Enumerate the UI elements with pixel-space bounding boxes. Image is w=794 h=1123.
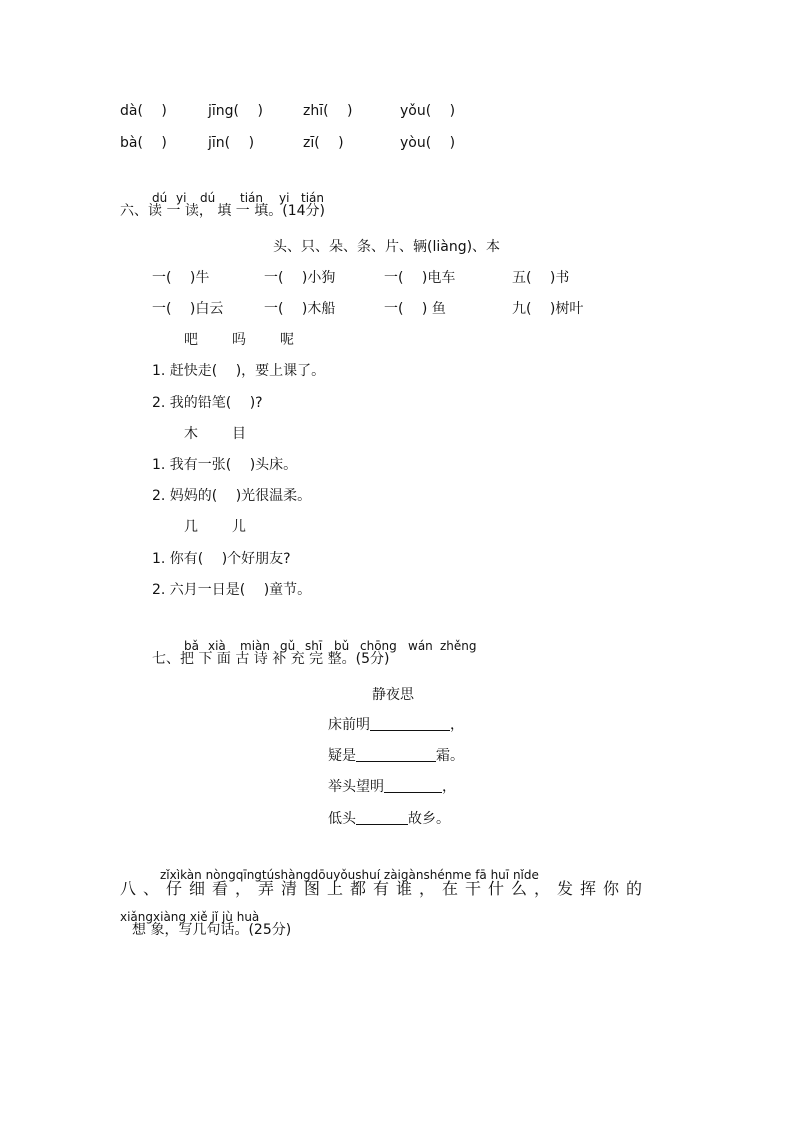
pinyin-annotation: bǔ — [334, 639, 350, 653]
question-item: 2. 妈妈的( )光很温柔。 — [152, 488, 312, 504]
poem-title: 静夜思 — [372, 687, 414, 703]
pinyin-annotation: tián — [240, 191, 263, 205]
fill-item: 五( )书 — [512, 270, 570, 286]
pinyin-annotation: xiǎngxiàng xiě jǐ jù huà — [120, 910, 260, 924]
pinyin-cell: zhī( ) — [303, 103, 353, 119]
poem-line: 举头望明 ， — [328, 779, 456, 795]
answer-blank[interactable] — [356, 824, 408, 825]
pinyin-annotation: chōng — [360, 639, 397, 653]
option-word: 吧 — [184, 332, 198, 348]
option-word: 木 — [184, 426, 198, 442]
answer-blank[interactable] — [370, 730, 450, 731]
fill-item: 一( )牛 — [152, 270, 210, 286]
poem-line: 床前明 ， — [328, 717, 464, 733]
pinyin-annotation: gǔ — [280, 639, 296, 653]
fill-item: 一( )木船 — [264, 301, 336, 317]
pinyin-annotation: dú — [152, 191, 168, 205]
pinyin-cell: jīn( ) — [208, 135, 255, 151]
question-item: 2. 我的铅笔( )? — [152, 395, 263, 411]
poem-line: 低头 故乡。 — [328, 811, 450, 827]
pinyin-annotation: bǎ — [184, 639, 199, 653]
pinyin-annotation: shī — [305, 639, 323, 653]
pinyin-annotation: yi — [279, 191, 290, 205]
pinyin-cell: yòu( ) — [400, 135, 456, 151]
pinyin-cell: jīng( ) — [208, 103, 263, 119]
question-item: 1. 我有一张( )头床。 — [152, 457, 298, 473]
pinyin-annotation: wán — [408, 639, 433, 653]
question-item: 2. 六月一日是( )童节。 — [152, 582, 312, 598]
option-word: 呢 — [280, 332, 294, 348]
pinyin-annotation: zǐxìkàn nòngqīngtúshàngdōuyǒushuí zàigànshénme fā huī nǐde — [160, 868, 539, 882]
option-word: 目 — [232, 426, 246, 442]
section-8-heading-line2: 想 象，写几句话。(25分) — [132, 922, 292, 938]
fill-item: 一( ) 鱼 — [384, 301, 446, 317]
answer-blank[interactable] — [356, 761, 436, 762]
section-8-heading-line1: 八、仔细看，弄清图上都有谁，在干什么，发挥你的 — [120, 879, 650, 898]
fill-item: 一( )电车 — [384, 270, 456, 286]
fill-item: 九( )树叶 — [512, 301, 584, 317]
section-7-heading: 七、把 下 面 古 诗 补 充 完 整。(5分) — [152, 651, 390, 667]
pinyin-annotation: zhěng — [440, 639, 477, 653]
pinyin-annotation: xià — [208, 639, 226, 653]
fill-item: 一( )小狗 — [264, 270, 336, 286]
pinyin-cell: bà( ) — [120, 135, 167, 151]
pinyin-annotation: dú — [200, 191, 216, 205]
pinyin-cell: dà( ) — [120, 103, 167, 119]
question-item: 1. 赶快走( )，要上课了。 — [152, 363, 326, 379]
option-word: 儿 — [232, 519, 246, 535]
option-word: 几 — [184, 519, 198, 535]
word-bank: 头、只、朵、条、片、辆(liàng)、本 — [273, 239, 501, 255]
answer-blank[interactable] — [384, 792, 442, 793]
pinyin-annotation: yi — [176, 191, 187, 205]
section-6-heading: 六、读 一 读， 填 一 填。(14分) — [120, 203, 325, 219]
pinyin-annotation: tián — [301, 191, 324, 205]
pinyin-cell: zī( ) — [303, 135, 344, 151]
poem-line: 疑是 霜。 — [328, 748, 464, 764]
question-item: 1. 你有( )个好朋友? — [152, 551, 291, 567]
pinyin-annotation: miàn — [240, 639, 270, 653]
option-word: 吗 — [232, 332, 246, 348]
pinyin-cell: yǒu( ) — [400, 103, 456, 119]
fill-item: 一( )白云 — [152, 301, 224, 317]
